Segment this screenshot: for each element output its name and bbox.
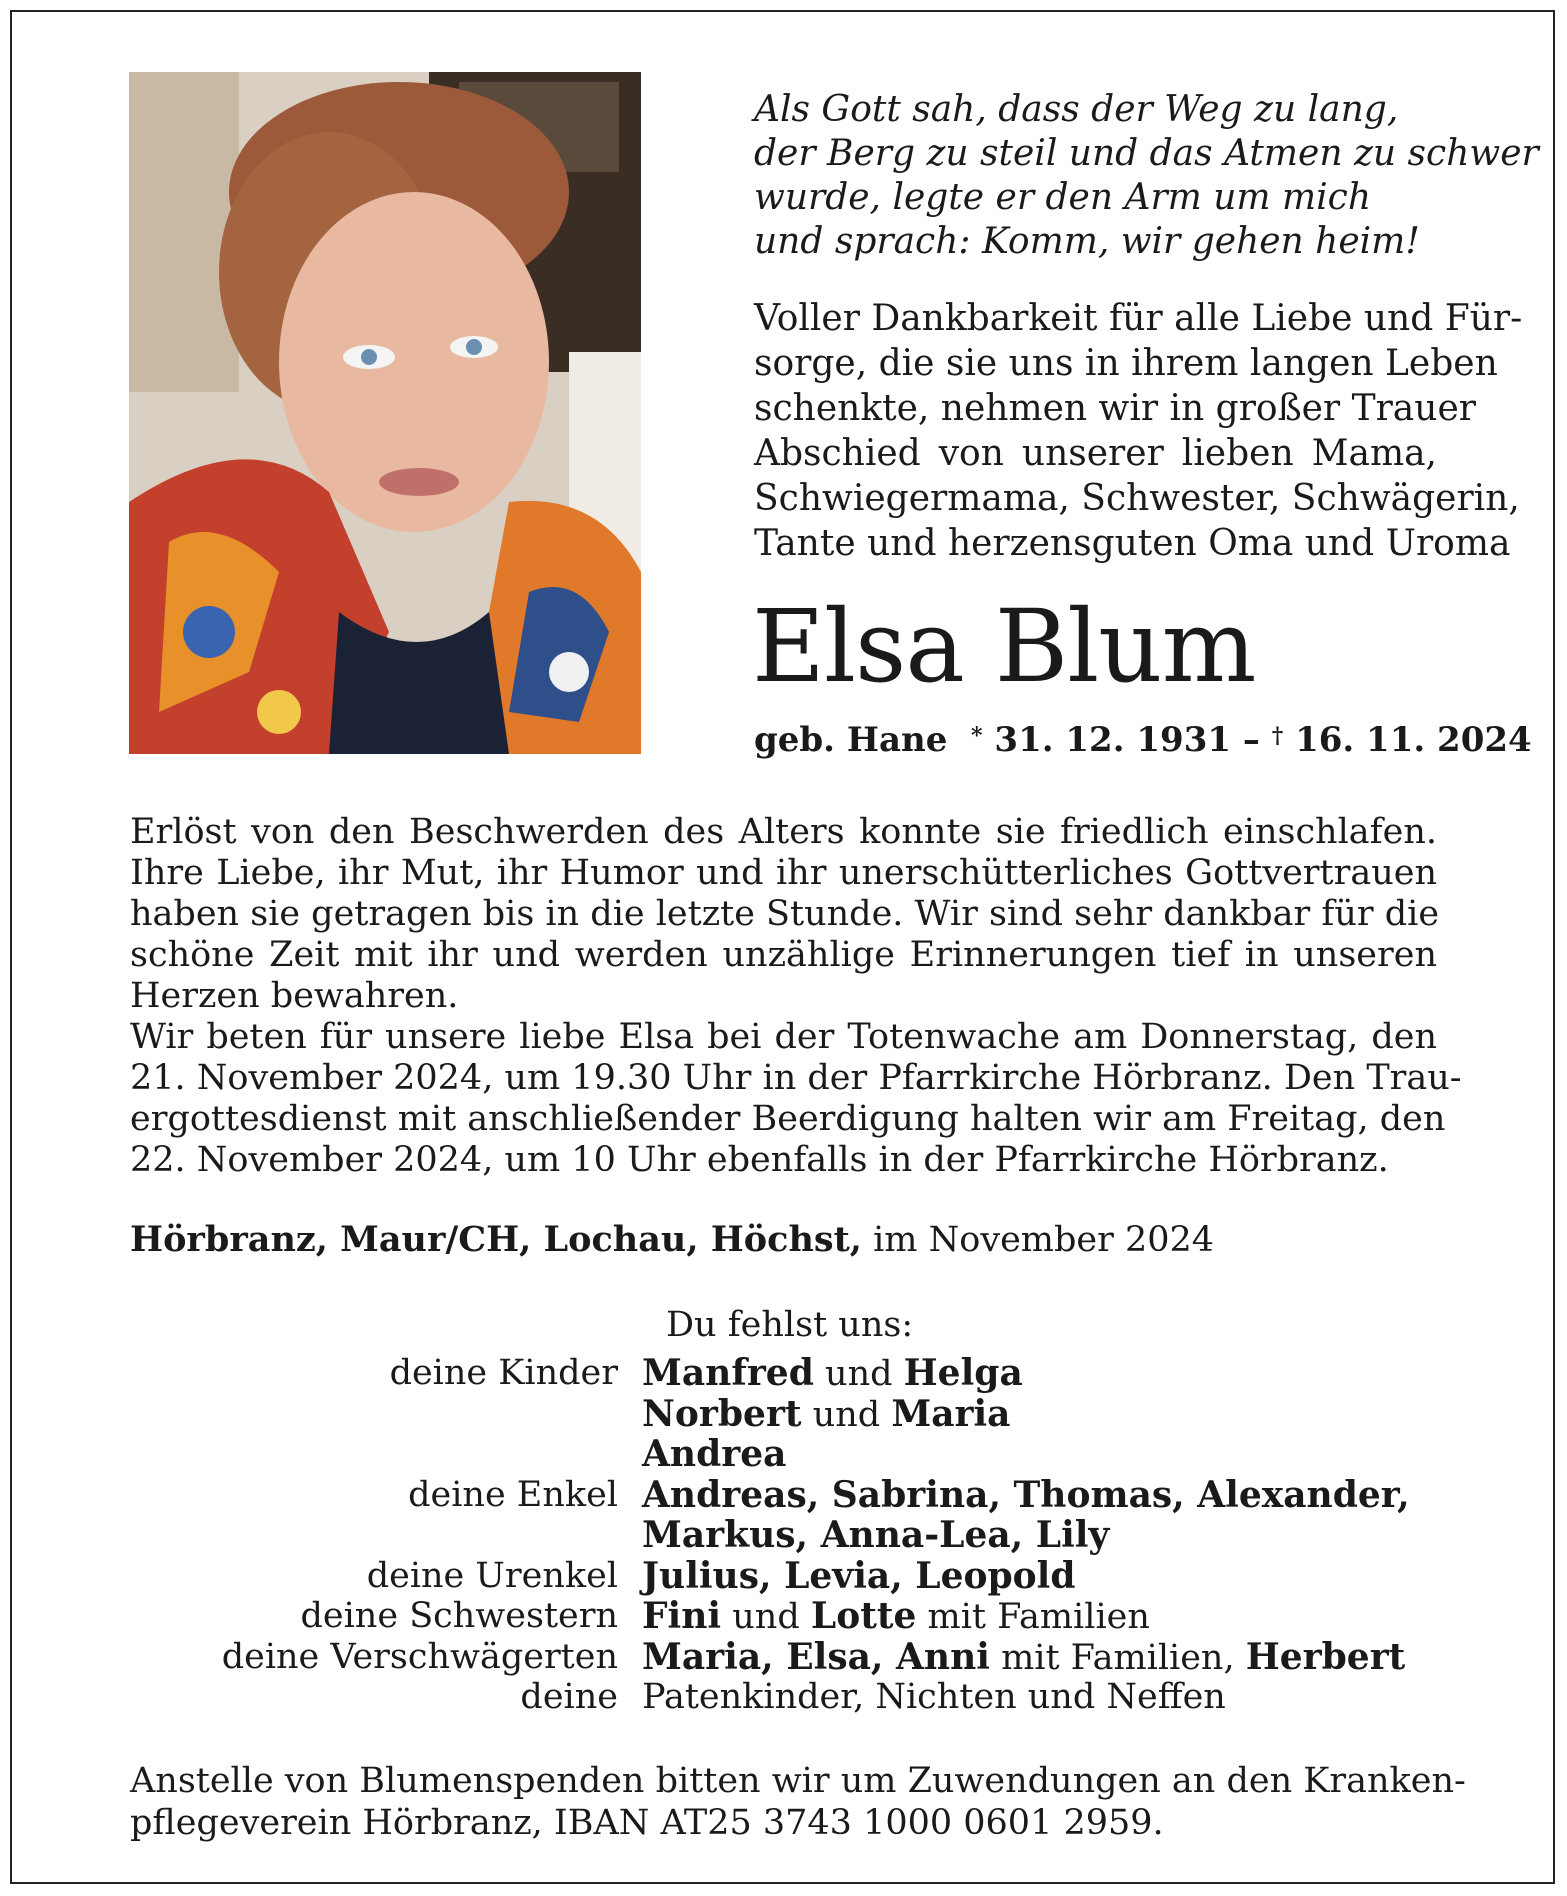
family-row [130, 1677, 1440, 1718]
intro-line: Schwiegermama, Schwester, Schwägerin, [754, 478, 1520, 519]
poem-line: wurde, legte er den Arm um mich [754, 177, 1372, 218]
closing-line: pflegeverein Hörbranz, IBAN AT25 3743 1000 0601 2959. [130, 1803, 1164, 1843]
connector: mit Familien [927, 1597, 1150, 1637]
relation-label: deine Schwestern [300, 1596, 618, 1636]
closing-line: Anstelle von Blumenspenden bitten wir um Zuwendungen an den Kranken- [130, 1761, 1466, 1801]
intro-line: schenkte, nehmen wir in großer Trauer [754, 388, 1476, 429]
relation-label: deine [520, 1677, 618, 1717]
places-date-line [130, 1218, 1214, 1262]
connector: und [732, 1597, 800, 1637]
relation-label: deine Kinder [389, 1353, 618, 1393]
relation-label: deine Urenkel [366, 1555, 618, 1596]
missing-label: Du fehlst uns: [666, 1305, 914, 1345]
poem [754, 88, 1539, 264]
family-name: Norbert [642, 1392, 802, 1435]
family-row [130, 1475, 1440, 1516]
family-text: Patenkinder, Nichten und Neffen [642, 1677, 1226, 1717]
intro-line: Tante und herzensguten Oma und Uroma [754, 523, 1511, 564]
family-list [130, 1353, 1440, 1718]
intro-line: Abschied von unserer lieben Mama, [754, 433, 1437, 474]
family-name: Maria, Elsa, Anni [642, 1635, 990, 1678]
intro-line: sorge, die sie uns in ihrem langen Leben [754, 343, 1498, 384]
intro-line: Voller Dankbarkeit für alle Liebe und Für- [754, 298, 1523, 339]
family-row [130, 1394, 1440, 1435]
family-name: Andrea [642, 1433, 787, 1475]
family-name: Julius, Levia, Leopold [642, 1554, 1076, 1597]
life-dates [754, 718, 1532, 762]
month-year: im November 2024 [873, 1220, 1215, 1260]
body-line: ergottesdienst mit anschließender Beerdigung halten wir am Freitag, den [130, 1099, 1446, 1139]
family-row [130, 1556, 1440, 1597]
birth-symbol: * [971, 723, 983, 749]
main-paragraph [130, 812, 1462, 1181]
family-name: Manfred [642, 1352, 814, 1394]
family-name: Markus, Anna-Lea, Lily [642, 1514, 1110, 1556]
body-line: haben sie getragen bis in die letzte Stunde. Wir sind sehr dankbar für die [130, 894, 1440, 934]
birth-name: geb. Hane [754, 720, 948, 760]
poem-line: Als Gott sah, dass der Weg zu lang, [754, 89, 1399, 130]
family-name: Fini [642, 1595, 722, 1637]
family-name: Maria [891, 1392, 1011, 1435]
family-row [130, 1596, 1440, 1637]
family-row [130, 1515, 1440, 1556]
deceased-name: Elsa Blum [752, 588, 1256, 705]
family-row [130, 1353, 1440, 1394]
family-name: Lotte [810, 1595, 917, 1637]
family-row [130, 1434, 1440, 1475]
body-line: Ihre Liebe, ihr Mut, ihr Humor und ihr unerschütterliches Gottvertrauen [130, 853, 1437, 893]
death-date: 16. 11. 2024 [1295, 720, 1532, 760]
body-line: 22. November 2024, um 10 Uhr ebenfalls in der Pfarrkirche Hörbranz. [130, 1140, 1389, 1180]
connector: und [825, 1354, 893, 1394]
connector: mit Familien, [1001, 1637, 1235, 1678]
places: Hörbranz, Maur/CH, Lochau, Höchst, [130, 1219, 862, 1260]
birth-date: 31. 12. 1931 [994, 720, 1232, 760]
relation-label: deine Verschwägerten [221, 1636, 618, 1677]
body-line: Wir beten für unsere liebe Elsa bei der Totenwache am Donnerstag, den [130, 1017, 1437, 1057]
donation-note [130, 1760, 1466, 1844]
intro-paragraph [754, 296, 1523, 566]
body-line: Herzen bewahren. [130, 976, 459, 1016]
relation-label: deine Enkel [408, 1474, 618, 1515]
family-name: Andreas, Sabrina, Thomas, Alexander, [642, 1473, 1410, 1516]
portrait-photo [129, 72, 641, 754]
family-name: Helga [903, 1352, 1023, 1394]
body-line: 21. November 2024, um 19.30 Uhr in der Pfarrkirche Hörbranz. Den Trau- [130, 1058, 1462, 1098]
death-symbol: † [1271, 723, 1284, 749]
family-name: Herbert [1245, 1635, 1406, 1678]
poem-line: der Berg zu steil und das Atmen zu schwer [754, 133, 1539, 174]
poem-line: und sprach: Komm, wir gehen heim! [754, 221, 1420, 262]
connector: und [812, 1394, 881, 1435]
body-line: Erlöst von den Beschwerden des Alters konnte sie friedlich einschlafen. [130, 812, 1437, 852]
body-line: schöne Zeit mit ihr und werden unzählige Erinnerungen tief in unseren [130, 935, 1437, 975]
family-row [130, 1637, 1440, 1678]
date-separator: – [1242, 720, 1260, 760]
